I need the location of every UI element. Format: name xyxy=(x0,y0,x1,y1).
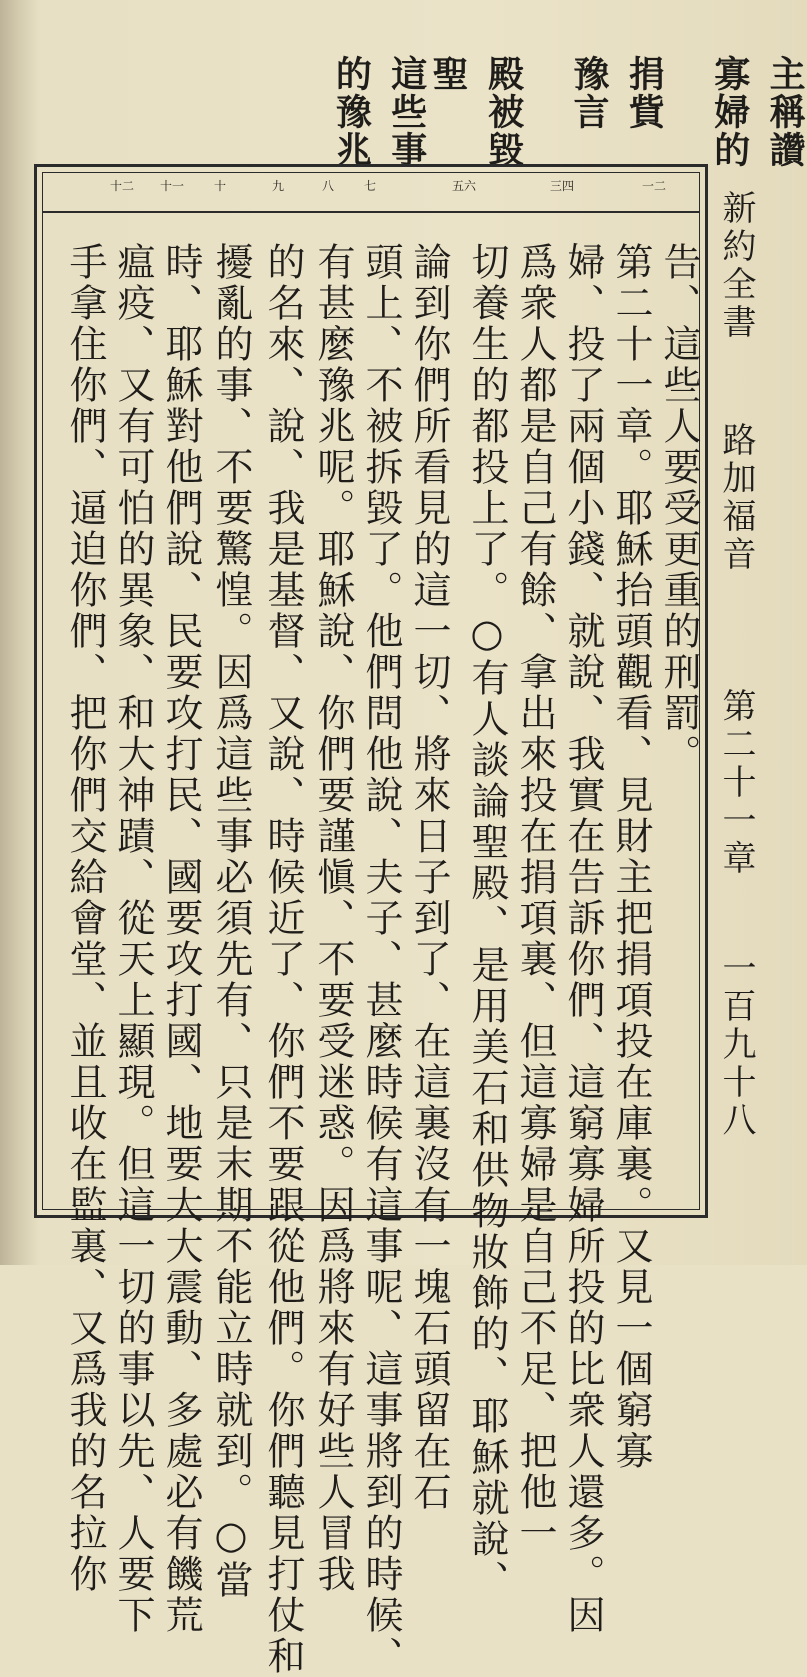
line-number: 一二 xyxy=(642,179,667,193)
heading-line-7: 這些事 xyxy=(385,55,428,169)
page-number: 一百九十八 xyxy=(716,950,756,1140)
heading-line-4: 豫言 xyxy=(567,55,610,131)
line-number: 五六 xyxy=(452,179,477,193)
text-column: 論到你們所看見的這一切、將來日子到了、在這裏沒有一塊石頭留在石 xyxy=(407,242,451,1513)
text-column: 有甚麼豫兆呢。耶穌說、你們要謹愼、不要受迷惑。因爲將來有好些人冒我 xyxy=(311,242,355,1595)
text-column: 頭上、不被拆毀了。他們問他說、夫子、甚麼時候有這事呢、這事將到的時候、 xyxy=(359,242,403,1677)
line-number: 七 xyxy=(364,179,377,193)
running-head-chapter: 第二十一章 xyxy=(716,688,756,878)
text-column: 婦、投了兩個小錢、就說、我實在告訴你們、這窮寡婦所投的比衆人還多。因 xyxy=(561,242,605,1636)
text-column: 擾亂的事、不要驚惶。因爲這些事必須先有、只是末期不能立時就到。○當 xyxy=(209,242,253,1601)
heading-line-6: 聖 xyxy=(427,55,470,93)
line-number-strip xyxy=(42,173,700,213)
running-head-gospel: 路加福音 xyxy=(716,422,756,574)
line-number: 十二 xyxy=(110,179,135,193)
line-number: 三四 xyxy=(550,179,575,193)
running-head-book: 新約全書 xyxy=(716,190,756,342)
line-number: 十 xyxy=(214,179,227,193)
heading-line-2: 寡婦的 xyxy=(708,55,751,169)
line-number: 八 xyxy=(322,179,335,193)
line-number: 十一 xyxy=(160,179,185,193)
heading-line-1: 主稱讚 xyxy=(764,55,807,169)
page-heading xyxy=(330,55,805,169)
text-column: 告、這些人要受更重的刑罰。 xyxy=(657,242,701,775)
text-column: 瘟疫、又有可怕的異象、和大神蹟、從天上顯現。但這一切的事以先、人要下 xyxy=(111,242,155,1636)
heading-line-5: 殿被毀 xyxy=(482,55,525,169)
text-column: 手拿住你們、逼迫你們、把你們交給會堂、並且收在監裏、又爲我的名拉你 xyxy=(63,242,107,1595)
line-number: 九 xyxy=(272,179,285,193)
heading-line-8: 的豫兆 xyxy=(330,55,373,169)
text-column: 爲衆人都是自己有餘、拿出來投在捐項裏、但這寡婦是自己不足、把他一 xyxy=(513,242,557,1554)
text-column: 第二十一章。耶穌抬頭觀看、見財主把捐項投在庫裏。又見一個窮寡 xyxy=(609,242,653,1472)
text-column: 的名來、說、我是基督、又說、時候近了、你們不要跟從他們。你們聽見打仗和 xyxy=(261,242,305,1677)
heading-line-3: 捐貲 xyxy=(623,55,666,131)
text-column: 切養生的都投上了。○有人談論聖殿、是用美石和供物妝飾的、耶穌就說、 xyxy=(465,242,509,1601)
text-column: 時、耶穌對他們說、民要攻打民、國要攻打國、地要大大震動、多處必有饑荒 xyxy=(159,242,203,1636)
